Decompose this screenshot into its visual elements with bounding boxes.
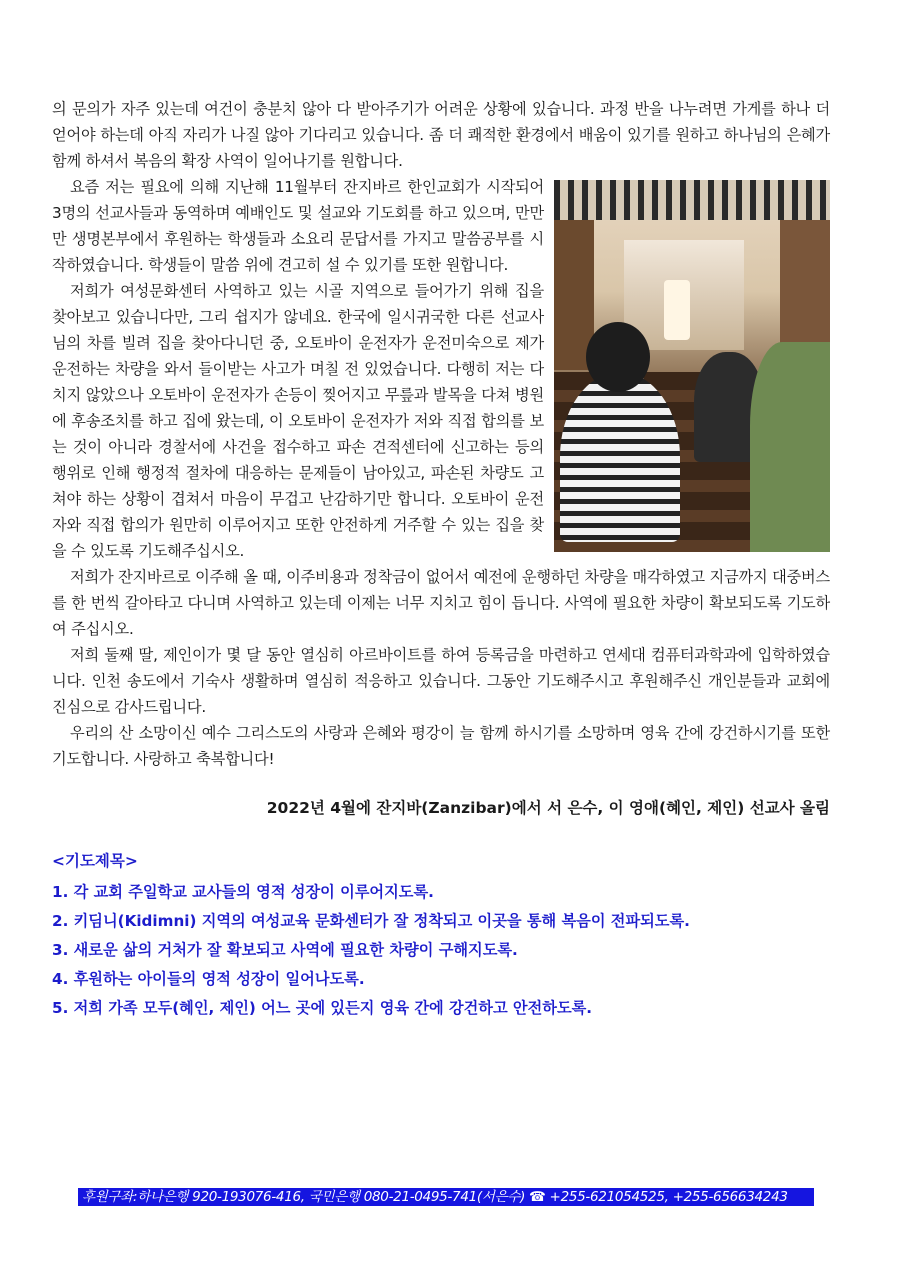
paragraph-3: 저희가 여성문화센터 사역하고 있는 시골 지역으로 들어가기 위해 집을 찾아보고 있습니다만, 그리 쉽지가 않네요. 한국에 일시귀국한 다른 선교사님의 차를 빌려 집을 찾아다니던 중, 오토바이 운전자가 운전미숙으로 제가 운전하는 차량을 와서 들이받는 사고가 며칠 전 있었습니다. 다행히 저는 다치지 않았으나 오토바이 운전자가 손등이 찢어지고 무릎과 발목을 다쳐 병원에 후송조치를 하고 집에 왔는데, 이 오토바이 운전자가 저와 직접 합의를 보는 것이 아니라 경찰서에 사건을 접수하고 파손 견적센터에 신고하는 등의 행위로 인해 행정적 절차에 대응하는 문제들이 남아있고, 파손된 차량도 고쳐야 하는 상황이 겹쳐서 마음이 무겁고 난감하기만 합니다. 오토바이 운전자와 직접 합의가 원만히 이루어지고 또한 안전하게 거주할 수 있는 집을 찾을 수 있도록 기도해주십시오. [52, 282, 544, 560]
prayer-item: 5. 저희 가족 모두(혜인, 제인) 어느 곳에 있든지 영육 간에 강건하고 안전하도록. [52, 999, 593, 1017]
prayer-item: 1. 각 교회 주일학교 교사들의 영적 성장이 이루어지도록. [52, 883, 434, 901]
church-service-photo [554, 180, 830, 552]
prayer-item: 2. 키딤니(Kidimni) 지역의 여성교육 문화센터가 잘 정착되고 이곳을 통해 복음이 전파되도록. [52, 912, 690, 930]
prayer-title: <기도제목> [52, 852, 138, 870]
paragraph-6: 우리의 산 소망이신 예수 그리스도의 사랑과 은혜와 평강이 늘 함께 하시기를 소망하며 영육 간에 강건하시기를 또한 기도합니다. 사랑하고 축복합니다! [52, 724, 830, 768]
prayer-item: 4. 후원하는 아이들의 영적 성장이 일어나도록. [52, 970, 365, 988]
paragraph-4: 저희가 잔지바르로 이주해 올 때, 이주비용과 정착금이 없어서 예전에 운행하던 차량을 매각하였고 지금까지 대중버스를 한 번씩 갈아타고 다니며 사역하고 있는데 이제는 너무 지치고 힘이 듭니다. 사역에 필요한 차량이 확보되도록 기도하여 주십시오. [52, 568, 830, 638]
letter-content [52, 96, 830, 1023]
paragraph-5: 저희 둘째 딸, 제인이가 몇 달 동안 열심히 아르바이트를 하여 등록금을 마련하고 연세대 컴퓨터과학과에 입학하였습니다. 인천 송도에서 기숙사 생활하며 열심히 적응하고 있습니다. 그동안 기도해주시고 후원해주신 개인분들과 교회에 진심으로 감사드립니다. [52, 646, 830, 716]
photo-person-head [586, 322, 650, 392]
photo-ceiling [554, 180, 830, 220]
donation-account-footer: 후원구좌:하나은행 920-193076-416, 국민은행 080-21-0495-741(서은수) ☎ +255-621054525, +255-656634243 [78, 1188, 814, 1206]
photo-person-right [750, 342, 830, 552]
signature-line: 2022년 4월에 잔지바(Zanzibar)에서 서 은수, 이 영애(혜인, 제인) 선교사 올림 [266, 799, 830, 817]
paragraph-2: 요즘 저는 필요에 의해 지난해 11월부터 잔지바르 한인교회가 시작되어 3명의 선교사들과 동역하며 예배인도 및 설교와 기도회를 하고 있으며, 만만만 생명본부에서 후원하는 학생들과 소요리 문답서를 가지고 말씀공부를 시작하였습니다. 학생들이 말씀 위에 견고히 설 수 있기를 또한 원합니다. [52, 178, 544, 274]
prayer-list [52, 878, 830, 1023]
photo-altar [664, 280, 690, 340]
photo-person-front [560, 372, 680, 542]
prayer-item: 3. 새로운 삶의 거처가 잘 확보되고 사역에 필요한 차량이 구해지도록. [52, 941, 518, 959]
paragraph-1: 의 문의가 자주 있는데 여건이 충분치 않아 다 받아주기가 어려운 상황에 있습니다. 과정 반을 나누려면 가게를 하나 더 얻어야 하는데 아직 자리가 나질 않아 기다리고 있습니다. 좀 더 쾌적한 환경에서 배움이 있기를 원하고 하나님의 은혜가 함께 하셔서 복음의 확장 사역이 일어나기를 원합니다. [52, 100, 830, 170]
